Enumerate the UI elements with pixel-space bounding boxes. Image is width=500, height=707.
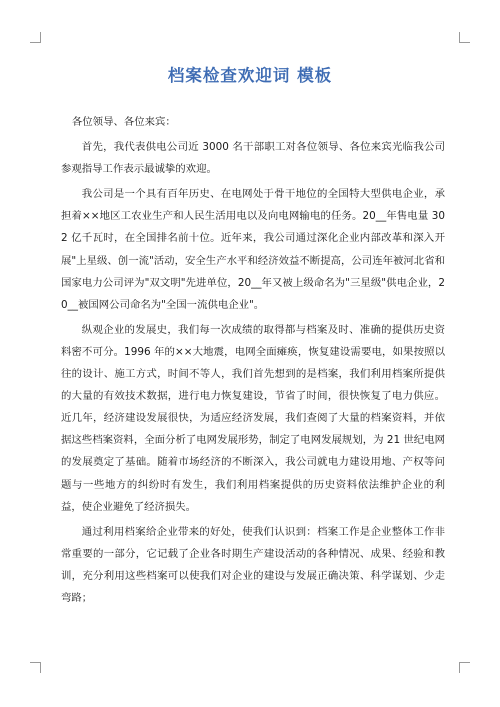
paragraph-salutation: 各位领导、各位来宾：	[71, 116, 176, 128]
paragraph-history: 纵观企业的发展史，我们每一次成绩的取得都与档案及时、准确的提供历史资料密不可分。1996 年的××大地震，电网全面瘫痪，恢复建设需要电，如果按照以往的设计、施工方式，时间不等人，我们首先想到的是档案，我们利用档案所提供的大量的有效技术数据，进行电力恢复建设，节省了时间，很快恢复了电力供应。近几年，经济建设发展很快，为适应经济发展，我们查阅了大量的档案资料，并依据这些档案资料，全面分析了电网发展形势，制定了电网发展规划，为 21 世纪电网的发展奠定了基础。随着市场经济的不断深入，我公司就电力建设用地、产权等问题与一些地方的纠纷时有发生，我们利用档案提供的历史资料依法维护企业的利益，使企业避免了经济损失。	[61, 323, 445, 513]
crop-mark-top-left	[30, 32, 41, 43]
crop-mark-top-right	[459, 32, 470, 43]
crop-mark-bottom-left	[30, 662, 41, 673]
paragraph-company-intro: 我公司是一个具有百年历史、在电网处于骨干地位的全国特大型供电企业，承担着××地区工农业生产和人民生活用电以及向电网输电的任务。20__年售电量 302 亿千瓦时，在全国排名前十位。近年来，我公司通过深化企业内部改革和深入开展"上星级、创一流"活动，安全生产水平和经济效益不断提高，公司连年被河北省和国家电力公司评为"双文明"先进单位，20__年又被上级命名为"三星级"供电企业，20__被国网公司命名为"全国一流供电企业"。	[61, 188, 445, 311]
document-body	[61, 111, 445, 609]
document-title: 档案检查欢迎词 模板	[167, 66, 333, 85]
crop-mark-bottom-right	[459, 662, 470, 673]
paragraph-welcome: 首先，我代表供电公司近 3000 名干部职工对各位领导、各位来宾光临我公司参观指导工作表示最诚挚的欢迎。	[61, 141, 445, 176]
paragraph-benefits: 通过利用档案给企业带来的好处，使我们认识到：档案工作是企业整体工作非常重要的一部分，它记载了企业各时期生产建设活动的各种情况、成果、经验和教训，充分利用这些档案可以使我们对企业的建设与发展正确决策、科学谋划、少走弯路；	[61, 525, 445, 604]
